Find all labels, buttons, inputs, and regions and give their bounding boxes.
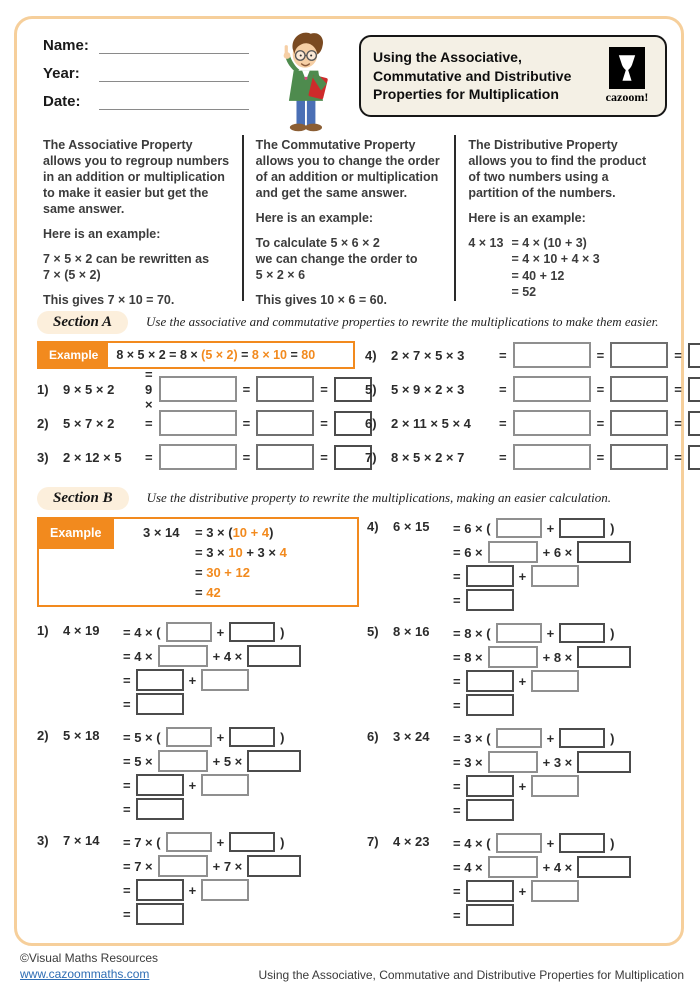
expand-line xyxy=(453,646,667,668)
section-a-right-column xyxy=(365,341,700,477)
plus-sign: + xyxy=(518,883,527,899)
problem-working-lines xyxy=(123,726,359,822)
answer-box[interactable] xyxy=(229,832,275,852)
factor-expression: + 6 × xyxy=(542,544,573,560)
equals-sign: = xyxy=(242,381,251,397)
example-line: = 4 × 10 + 4 × 3 xyxy=(511,252,600,267)
answer-box[interactable] xyxy=(513,376,591,402)
equals-sign: = xyxy=(123,906,131,922)
equals-sign: = xyxy=(674,415,682,431)
answer-box[interactable] xyxy=(466,775,514,797)
answer-box[interactable] xyxy=(531,880,579,902)
equals-sign: = xyxy=(123,882,131,898)
sum-line xyxy=(453,775,667,797)
example-line: = 40 + 12 xyxy=(511,268,565,283)
section-b-right-column xyxy=(367,517,667,937)
answer-box[interactable] xyxy=(496,518,542,538)
problem-working-lines xyxy=(453,727,667,823)
answer-box[interactable] xyxy=(531,670,579,692)
example-line: we can change the order to xyxy=(255,252,418,266)
factor-expression: + 5 × xyxy=(212,753,243,769)
equals-sign: = xyxy=(145,449,153,465)
open-bracket-expression: = 6 × ( xyxy=(453,520,491,536)
section-b-problem xyxy=(37,831,359,927)
factor-expression: + 7 × xyxy=(212,858,243,874)
equals-sign: = xyxy=(242,449,251,465)
answer-box[interactable] xyxy=(229,727,275,747)
answer-box[interactable] xyxy=(488,541,538,563)
factor-expression: + 4 × xyxy=(212,648,243,664)
answer-box[interactable] xyxy=(610,376,668,402)
answer-box[interactable] xyxy=(466,904,514,926)
equals-sign: = xyxy=(596,381,605,397)
problem-expression: 2 × 11 × 5 × 4 xyxy=(391,415,471,431)
answer-box[interactable] xyxy=(577,751,631,773)
answer-box[interactable] xyxy=(166,832,212,852)
example-line: = 3 × 10 + 3 × 4 xyxy=(195,545,287,560)
problem-number: 6) xyxy=(367,729,379,744)
year-input-line[interactable] xyxy=(99,67,249,82)
open-bracket-expression: = 4 × ( xyxy=(453,835,491,851)
section-b-problem xyxy=(37,621,359,717)
close-bracket: ) xyxy=(280,729,285,745)
problem-number: 3) xyxy=(37,449,49,465)
problem-number: 6) xyxy=(365,415,377,431)
cazoom-logo-text: cazoom! xyxy=(605,90,649,104)
example-line: 7 × 5 × 2 can be rewritten as xyxy=(43,252,210,266)
answer-box[interactable] xyxy=(136,798,184,820)
answer-box[interactable] xyxy=(466,565,514,587)
website-link[interactable]: www.cazoommaths.com xyxy=(20,967,150,982)
answer-box[interactable] xyxy=(688,411,700,436)
result-line xyxy=(453,589,667,611)
problem-working-lines xyxy=(123,831,359,927)
example-line: = 52 xyxy=(511,284,537,299)
result-line xyxy=(453,904,667,926)
plus-sign: + xyxy=(518,673,527,689)
equals-sign: = xyxy=(674,381,682,397)
sum-line xyxy=(123,879,359,901)
answer-box[interactable] xyxy=(531,565,579,587)
section-b-problem xyxy=(367,832,667,928)
equals-sign: = xyxy=(145,415,153,431)
section-a-example-box xyxy=(37,341,355,369)
plus-sign: + xyxy=(188,672,197,688)
example-line: To calculate 5 × 6 × 2 xyxy=(255,236,380,250)
example-line: = 4 × (10 + 3) xyxy=(511,236,587,250)
example-result: This gives 7 × 10 = 70. xyxy=(43,293,175,307)
equals-sign: = xyxy=(123,777,131,793)
plus-sign: + xyxy=(188,777,197,793)
plus-sign: + xyxy=(216,834,225,850)
page-footer xyxy=(20,950,686,982)
answer-box[interactable] xyxy=(158,645,208,667)
answer-box[interactable] xyxy=(496,833,542,853)
answer-box[interactable] xyxy=(559,728,605,748)
answer-box[interactable] xyxy=(247,645,301,667)
answer-box[interactable] xyxy=(496,623,542,643)
section-b-example-box xyxy=(37,517,359,607)
name-label: Name: xyxy=(43,37,89,54)
example-lhs: 4 × 13 xyxy=(468,236,504,250)
problem-expression: 9 × 5 × 2 xyxy=(63,381,115,397)
plus-sign: + xyxy=(216,624,225,640)
date-label: Date: xyxy=(43,93,81,110)
open-bracket-expression: = 5 × ( xyxy=(123,729,161,745)
plus-sign: + xyxy=(518,568,527,584)
footer-worksheet-title: Using the Associative, Commutative and Distributive Properties for Multiplication xyxy=(258,968,684,983)
plus-sign: + xyxy=(546,730,555,746)
answer-box[interactable] xyxy=(466,589,514,611)
answer-box[interactable] xyxy=(531,775,579,797)
equals-sign: = xyxy=(320,381,328,397)
example-working xyxy=(143,519,357,604)
sum-line xyxy=(123,774,359,796)
sum-line xyxy=(453,670,667,692)
footer-credits xyxy=(20,950,158,982)
equals-sign: = 9 × xyxy=(145,366,153,412)
answer-box[interactable] xyxy=(513,410,591,436)
section-a-problem xyxy=(365,375,700,403)
answer-box[interactable] xyxy=(688,377,700,402)
sum-line xyxy=(453,565,667,587)
problem-expression: 8 × 16 xyxy=(393,624,430,639)
answer-box[interactable] xyxy=(136,774,184,796)
equals-sign: = xyxy=(674,347,682,363)
open-bracket-expression: = 4 × ( xyxy=(123,624,161,640)
equals-sign: = xyxy=(320,449,328,465)
result-line xyxy=(123,903,359,925)
example-label: Example xyxy=(37,517,114,549)
answer-box[interactable] xyxy=(229,622,275,642)
answer-box[interactable] xyxy=(159,410,237,436)
commutative-property-column xyxy=(242,135,455,307)
answer-box[interactable] xyxy=(577,541,631,563)
close-bracket: ) xyxy=(280,624,285,640)
commutative-body: The Commutative Property allows you to change the order of an addition or multiplication and get the same answer. xyxy=(255,138,440,200)
answer-box[interactable] xyxy=(166,622,212,642)
equals-sign: = xyxy=(453,778,461,794)
answer-box[interactable] xyxy=(513,444,591,470)
answer-box[interactable] xyxy=(201,669,249,691)
section-a-header xyxy=(31,309,667,335)
problem-working-lines xyxy=(453,622,667,718)
answer-box[interactable] xyxy=(136,903,184,925)
answer-box[interactable] xyxy=(466,880,514,902)
answer-box[interactable] xyxy=(256,444,314,470)
section-b-label: Section B xyxy=(37,487,129,510)
factor-expression: + 3 × xyxy=(542,754,573,770)
open-bracket-expression: = 8 × ( xyxy=(453,625,491,641)
equals-sign: = xyxy=(499,415,507,431)
problem-number: 1) xyxy=(37,381,49,397)
example-line: 7 × (5 × 2) xyxy=(43,268,101,282)
associative-property-column xyxy=(31,135,242,307)
example-working xyxy=(511,235,599,300)
plus-sign: + xyxy=(188,882,197,898)
copyright-text: ©Visual Maths Resources xyxy=(20,951,159,965)
example-intro: Here is an example: xyxy=(43,227,161,241)
example-line: = 42 xyxy=(195,585,221,600)
partition-line xyxy=(453,517,667,539)
equals-sign: = xyxy=(123,672,131,688)
worksheet-header xyxy=(31,27,667,127)
partition-line xyxy=(123,621,359,643)
expand-line xyxy=(123,855,359,877)
example-line: = 30 + 12 xyxy=(195,565,250,580)
section-a-problem xyxy=(37,443,355,471)
equals-sign: = xyxy=(453,697,461,713)
factor-expression: + 4 × xyxy=(542,859,573,875)
example-intro: Here is an example: xyxy=(468,211,586,225)
close-bracket: ) xyxy=(610,625,615,641)
answer-box[interactable] xyxy=(136,693,184,715)
equals-sign: = xyxy=(499,347,507,363)
answer-box[interactable] xyxy=(247,750,301,772)
close-bracket: ) xyxy=(610,730,615,746)
problem-number: 2) xyxy=(37,415,49,431)
problem-number: 4) xyxy=(367,519,379,534)
plus-sign: + xyxy=(518,778,527,794)
expand-line xyxy=(453,541,667,563)
example-lhs: 3 × 14 xyxy=(143,525,180,540)
problem-number: 2) xyxy=(37,728,49,743)
distributive-example xyxy=(468,235,655,300)
equals-sign: = xyxy=(453,592,461,608)
answer-box[interactable] xyxy=(559,833,605,853)
problem-expression: 2 × 12 × 5 xyxy=(63,449,122,465)
factor-expression: = 6 × xyxy=(453,544,483,560)
problem-number: 7) xyxy=(365,449,377,465)
example-intro: Here is an example: xyxy=(255,211,374,225)
equals-sign: = xyxy=(596,347,605,363)
problem-number: 3) xyxy=(37,833,49,848)
section-b-problem xyxy=(367,727,667,823)
property-explanations xyxy=(31,135,667,307)
result-line xyxy=(453,694,667,716)
example-result: This gives 10 × 6 = 60. xyxy=(255,293,388,307)
equals-sign: = xyxy=(674,449,682,465)
answer-box[interactable] xyxy=(488,856,538,878)
close-bracket: ) xyxy=(610,520,615,536)
problem-expression: 8 × 5 × 2 × 7 xyxy=(391,449,465,465)
sum-line xyxy=(123,669,359,691)
factor-expression: = 5 × xyxy=(123,753,153,769)
partition-line xyxy=(123,726,359,748)
problem-expression: 4 × 23 xyxy=(393,834,430,849)
name-input-line[interactable] xyxy=(99,39,249,54)
answer-box[interactable] xyxy=(256,376,314,402)
result-line xyxy=(123,693,359,715)
open-bracket-expression: = 3 × ( xyxy=(453,730,491,746)
equals-sign: = xyxy=(596,415,605,431)
problem-working-lines xyxy=(453,832,667,928)
answer-box[interactable] xyxy=(610,444,668,470)
section-b-content xyxy=(31,517,667,937)
problem-number: 4) xyxy=(365,347,377,363)
factor-expression: = 4 × xyxy=(123,648,153,664)
year-label: Year: xyxy=(43,65,80,82)
equals-sign: = xyxy=(453,883,461,899)
plus-sign: + xyxy=(546,625,555,641)
problem-working-lines xyxy=(123,621,359,717)
associative-body: The Associative Property allows you to regroup numbers in an addition or multiplication to make it easier but get the same answer. xyxy=(43,138,230,216)
answer-box[interactable] xyxy=(159,444,237,470)
example-line: 5 × 2 × 6 xyxy=(255,268,306,282)
open-bracket-expression: = 7 × ( xyxy=(123,834,161,850)
distributive-body: The Distributive Property allows you to find the product of two numbers using a partition of the numbers. xyxy=(468,138,647,200)
answer-box[interactable] xyxy=(610,410,668,436)
answer-box[interactable] xyxy=(136,669,184,691)
partition-line xyxy=(123,831,359,853)
answer-box[interactable] xyxy=(488,646,538,668)
section-a-problem xyxy=(37,366,355,412)
plus-sign: + xyxy=(216,729,225,745)
close-bracket: ) xyxy=(610,835,615,851)
problem-number: 5) xyxy=(365,381,377,397)
section-a-label: Section A xyxy=(37,311,128,334)
equals-sign: = xyxy=(242,415,251,431)
result-line xyxy=(123,798,359,820)
answer-box[interactable] xyxy=(496,728,542,748)
problem-working-lines xyxy=(453,517,667,613)
factor-expression: = 7 × xyxy=(123,858,153,874)
partition-line xyxy=(453,622,667,644)
equals-sign: = xyxy=(453,907,461,923)
section-b-problem xyxy=(367,622,667,718)
problem-expression: 7 × 14 xyxy=(63,833,100,848)
answer-box[interactable] xyxy=(466,799,514,821)
partition-line xyxy=(453,832,667,854)
date-input-line[interactable] xyxy=(99,95,249,110)
answer-box[interactable] xyxy=(256,410,314,436)
equals-sign: = xyxy=(453,673,461,689)
answer-box[interactable] xyxy=(513,342,591,368)
section-a-left-column xyxy=(37,341,355,477)
problem-number: 7) xyxy=(367,834,379,849)
sum-line xyxy=(453,880,667,902)
problem-expression: 5 × 18 xyxy=(63,728,100,743)
answer-box[interactable] xyxy=(488,751,538,773)
factor-expression: = 8 × xyxy=(453,649,483,665)
problem-expression: 4 × 19 xyxy=(63,623,100,638)
problem-number: 5) xyxy=(367,624,379,639)
factor-expression: = 4 × xyxy=(453,859,483,875)
section-a-instructions: Use the associative and commutative properties to rewrite the multiplications to make them easier. xyxy=(146,314,659,329)
section-a-problem xyxy=(37,409,355,437)
expand-line xyxy=(123,645,359,667)
problem-expression: 3 × 24 xyxy=(393,729,430,744)
expand-line xyxy=(453,856,667,878)
answer-box[interactable] xyxy=(158,750,208,772)
answer-box[interactable] xyxy=(466,694,514,716)
answer-box[interactable] xyxy=(610,342,668,368)
example-line: = 3 × (10 + 4) xyxy=(195,525,274,540)
problem-expression: 5 × 7 × 2 xyxy=(63,415,115,431)
answer-box[interactable] xyxy=(158,855,208,877)
answer-box[interactable] xyxy=(577,856,631,878)
answer-box[interactable] xyxy=(201,879,249,901)
goblet-icon xyxy=(617,53,637,83)
distributive-property-column xyxy=(454,135,667,301)
answer-box[interactable] xyxy=(559,623,605,643)
factor-expression: = 3 × xyxy=(453,754,483,770)
example-equation: 8 × 5 × 2 = 8 × (5 × 2) = 8 × 10 = 80 xyxy=(116,348,316,362)
worksheet-frame xyxy=(14,16,684,946)
problem-expression: 2 × 7 × 5 × 3 xyxy=(391,347,465,363)
answer-box[interactable] xyxy=(466,670,514,692)
plus-sign: + xyxy=(546,520,555,536)
answer-box[interactable] xyxy=(166,727,212,747)
equals-sign: = xyxy=(499,449,507,465)
close-bracket: ) xyxy=(280,834,285,850)
equals-sign: = xyxy=(123,801,131,817)
answer-box[interactable] xyxy=(201,774,249,796)
problem-expression: 6 × 15 xyxy=(393,519,430,534)
teacher-cartoon-illustration xyxy=(259,29,351,135)
section-a-problem xyxy=(365,341,700,369)
answer-box[interactable] xyxy=(559,518,605,538)
equals-sign: = xyxy=(596,449,605,465)
section-b-header xyxy=(31,485,667,511)
cazoom-logo-icon xyxy=(609,47,645,89)
partition-line xyxy=(453,727,667,749)
factor-expression: + 8 × xyxy=(542,649,573,665)
answer-box[interactable] xyxy=(577,646,631,668)
section-a-problem xyxy=(365,409,700,437)
section-a-content xyxy=(31,341,682,477)
equals-sign: = xyxy=(320,415,328,431)
answer-box[interactable] xyxy=(247,855,301,877)
plus-sign: + xyxy=(546,835,555,851)
answer-box[interactable] xyxy=(688,445,700,470)
answer-box[interactable] xyxy=(688,343,700,368)
section-a-problem xyxy=(365,443,700,471)
answer-box[interactable] xyxy=(136,879,184,901)
section-b-problem xyxy=(37,726,359,822)
problem-expression: 5 × 9 × 2 × 3 xyxy=(391,381,465,397)
equals-sign: = xyxy=(499,381,507,397)
cazoom-logo xyxy=(597,47,657,105)
section-b-left-column xyxy=(37,517,359,937)
worksheet-title: Using the Associative, Commutative and Distributive Properties for Multiplication xyxy=(373,49,572,103)
student-fields xyxy=(31,27,259,121)
example-label: Example xyxy=(39,343,108,367)
section-b-problem xyxy=(367,517,667,613)
worksheet-title-box xyxy=(359,35,667,117)
equals-sign: = xyxy=(453,568,461,584)
equals-sign: = xyxy=(123,696,131,712)
equals-sign: = xyxy=(453,802,461,818)
answer-box[interactable] xyxy=(159,376,237,402)
expand-line xyxy=(123,750,359,772)
section-b-instructions: Use the distributive property to rewrite the multiplications, making an easier calculation. xyxy=(146,490,612,505)
problem-number: 1) xyxy=(37,623,49,638)
expand-line xyxy=(453,751,667,773)
result-line xyxy=(453,799,667,821)
